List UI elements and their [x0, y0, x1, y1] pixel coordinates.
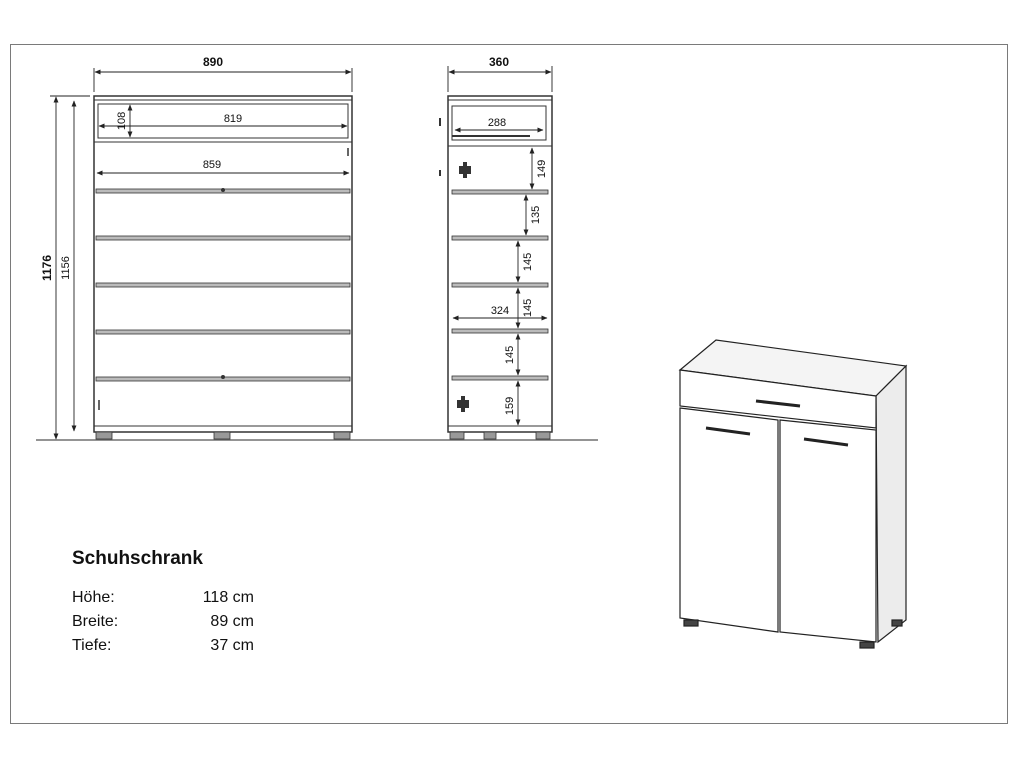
gap-label: 159 — [504, 396, 516, 416]
side-foot — [450, 432, 464, 439]
front-width-label: 890 — [202, 55, 224, 69]
overall-height-label: 1176 — [40, 254, 54, 282]
side-foot — [484, 432, 496, 439]
inner-width-label: 859 — [202, 159, 222, 171]
gap-label: 135 — [530, 205, 542, 225]
drawer-width-label: 819 — [223, 113, 243, 125]
hinge-icon — [457, 396, 469, 412]
gap-label: 145 — [522, 252, 534, 272]
gap-label: 149 — [536, 159, 548, 179]
spec-label: Breite: — [72, 613, 119, 630]
right-door — [780, 420, 876, 642]
front-shelf — [96, 330, 350, 334]
hinge-icon — [459, 162, 471, 178]
spec-value: 118 cm — [202, 589, 254, 606]
spec-row-width — [72, 610, 254, 634]
spec-value: 89 cm — [210, 613, 254, 630]
spec-row-height — [72, 586, 254, 610]
product-spec — [72, 548, 254, 658]
front-foot — [334, 432, 350, 439]
perspective-view — [680, 340, 906, 648]
spec-label: Tiefe: — [72, 637, 112, 654]
side-shelf — [452, 376, 548, 380]
side-depth-label: 360 — [488, 55, 510, 69]
gap-label: 145 — [522, 298, 534, 318]
spec-row-depth — [72, 634, 254, 658]
front-body — [94, 96, 352, 432]
cabinet-side — [876, 366, 906, 642]
spec-label: Höhe: — [72, 589, 115, 606]
front-shelf — [96, 283, 350, 287]
front-foot — [214, 432, 230, 439]
drawer-height-label: 108 — [116, 111, 128, 131]
side-foot — [536, 432, 550, 439]
shelf-depth-label: 324 — [490, 305, 510, 317]
front-shelf — [96, 236, 350, 240]
cabinet-foot — [860, 642, 874, 648]
side-view — [440, 96, 552, 439]
cabinet-foot — [684, 620, 698, 626]
product-title: Schuhschrank — [72, 548, 203, 569]
front-view — [94, 96, 352, 439]
cabinet-foot — [892, 620, 902, 626]
front-foot — [96, 432, 112, 439]
side-shelf — [452, 190, 548, 194]
side-shelf — [452, 329, 548, 333]
left-door — [680, 408, 778, 632]
inner-height-label: 1156 — [60, 256, 72, 280]
spec-value: 37 cm — [210, 637, 254, 654]
gap-label: 145 — [504, 345, 516, 365]
drawer-depth-label: 288 — [487, 117, 507, 129]
side-shelf — [452, 236, 548, 240]
side-shelf — [452, 283, 548, 287]
